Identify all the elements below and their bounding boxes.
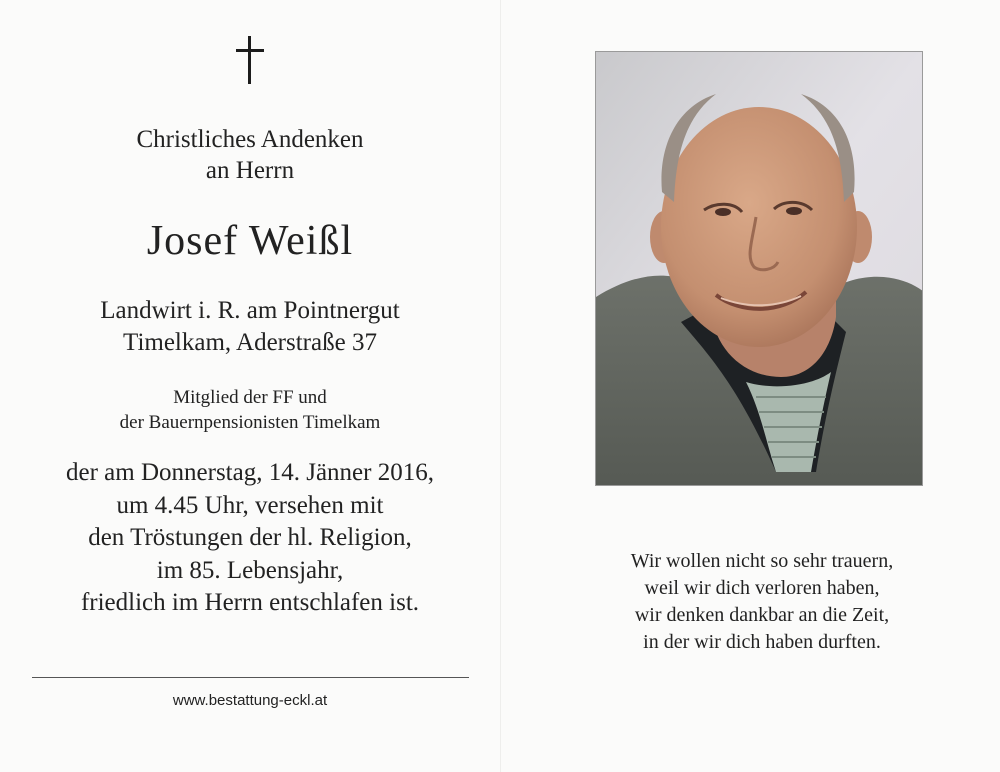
poem-line: wir denken dankbar an die Zeit,	[634, 604, 890, 626]
funeral-home-website: www.bestattung-eckl.at	[172, 692, 328, 709]
intro-line: an Herrn	[205, 157, 295, 184]
membership-line: Mitglied der FF und	[173, 387, 327, 408]
death-line: im 85. Lebensjahr,	[156, 556, 344, 584]
address-line: Timelkam, Aderstraße 37	[123, 329, 377, 356]
poem-line: weil wir dich verloren haben,	[644, 577, 880, 599]
intro-text	[0, 124, 500, 186]
deceased-name: Josef Weißl	[146, 218, 354, 264]
death-notice	[0, 457, 500, 620]
death-line: um 4.45 Uhr, versehen mit	[116, 491, 384, 519]
right-panel	[500, 0, 1000, 772]
poem-line: Wir wollen nicht so sehr trauern,	[630, 550, 894, 572]
death-line: den Tröstungen der hl. Religion,	[88, 524, 412, 551]
membership-text	[0, 385, 500, 435]
cross-icon	[232, 36, 268, 86]
death-line: der am Donnerstag, 14. Jänner 2016,	[66, 459, 434, 486]
portrait-photo	[595, 51, 923, 486]
profession-address	[0, 295, 500, 359]
poem-line: in der wir dich haben durften.	[643, 631, 881, 653]
death-line: friedlich im Herrn entschlafen ist.	[80, 589, 420, 616]
memorial-poem	[500, 548, 1000, 656]
divider	[32, 677, 469, 678]
intro-line: Christliches Andenken	[136, 126, 364, 153]
membership-line: der Bauernpensionisten Timelkam	[119, 412, 381, 433]
profession-line: Landwirt i. R. am Pointnergut	[100, 297, 400, 324]
